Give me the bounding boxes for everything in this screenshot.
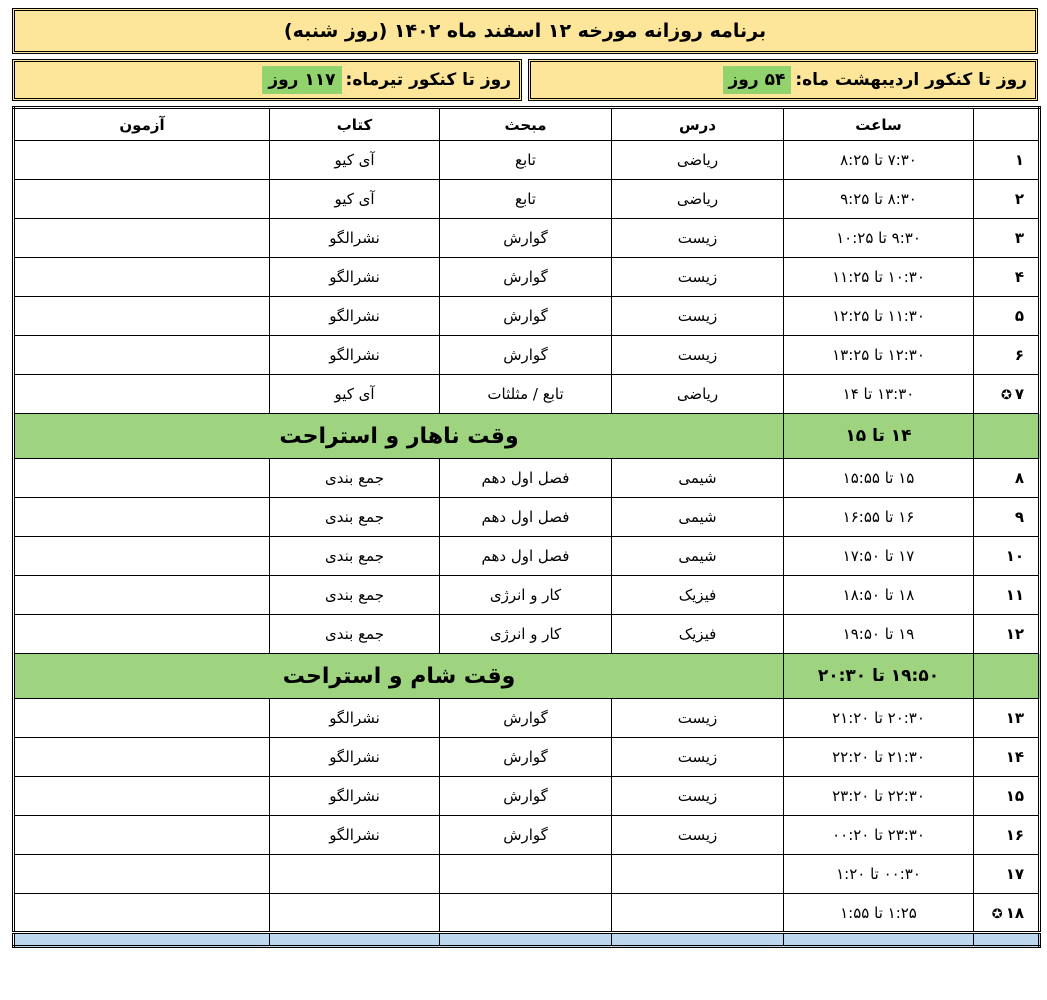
row-book: جمع بندی: [270, 576, 440, 615]
break-time: ۱۹:۵۰ تا ۲۰:۳۰: [784, 654, 974, 699]
row-time: ۱۵ تا ۱۵:۵۵: [784, 459, 974, 498]
row-subject: ریاضی: [612, 375, 784, 414]
row-subject: زیست: [612, 816, 784, 855]
row-subject: شیمی: [612, 537, 784, 576]
row-book: نشرالگو: [270, 219, 440, 258]
row-number: ۴: [1014, 268, 1024, 286]
row-exam: [14, 219, 270, 258]
row-time: ۱۱:۳۰ تا ۱۲:۲۵: [784, 297, 974, 336]
row-exam: [14, 894, 270, 933]
row-exam: [14, 375, 270, 414]
row-subject: [612, 855, 784, 894]
table-row: [14, 738, 1040, 777]
row-subject: زیست: [612, 219, 784, 258]
row-time: ۱۰:۳۰ تا ۱۱:۲۵: [784, 258, 974, 297]
footer-cell: [440, 933, 612, 947]
row-time: ۰۰:۳۰ تا ۱:۲۰: [784, 855, 974, 894]
countdown-ordibehesht: [528, 59, 1038, 101]
row-index: [974, 777, 1040, 816]
table-row: [14, 459, 1040, 498]
row-topic: کار و انرژی: [440, 615, 612, 654]
row-number: ۱۰: [1005, 547, 1024, 565]
row-time: ۹:۳۰ تا ۱۰:۲۵: [784, 219, 974, 258]
row-index: [974, 576, 1040, 615]
header-topic: مبحث: [440, 108, 612, 141]
header-time: ساعت: [784, 108, 974, 141]
row-book: جمع بندی: [270, 459, 440, 498]
row-subject: فیزیک: [612, 615, 784, 654]
row-index: [974, 498, 1040, 537]
row-number: ۱۳: [1005, 709, 1024, 727]
row-index: [974, 297, 1040, 336]
star-icon: ✪: [1000, 388, 1012, 403]
row-time: ۱۲:۳۰ تا ۱۳:۲۵: [784, 336, 974, 375]
row-book: [270, 855, 440, 894]
row-index: [974, 699, 1040, 738]
table-header-row: [14, 108, 1040, 141]
row-exam: [14, 855, 270, 894]
row-index: [974, 537, 1040, 576]
row-topic: تابع: [440, 180, 612, 219]
row-book: آی کیو: [270, 180, 440, 219]
table-row: [14, 537, 1040, 576]
row-subject: زیست: [612, 738, 784, 777]
row-number: ۱۵: [1005, 787, 1024, 805]
row-book: [270, 894, 440, 933]
row-subject: زیست: [612, 777, 784, 816]
row-time: ۱۳:۳۰ تا ۱۴: [784, 375, 974, 414]
row-subject: زیست: [612, 699, 784, 738]
page-title: برنامه روزانه مورخه ۱۲ اسفند ماه ۱۴۰۲ (روز شنبه): [12, 8, 1038, 54]
table-row: [14, 777, 1040, 816]
table-row: [14, 141, 1040, 180]
header-exam: آزمون: [14, 108, 270, 141]
schedule-table: [12, 106, 1041, 948]
row-subject: ریاضی: [612, 141, 784, 180]
table-row: [14, 816, 1040, 855]
row-book: جمع بندی: [270, 537, 440, 576]
row-exam: [14, 336, 270, 375]
table-row: [14, 855, 1040, 894]
header-index: [974, 108, 1040, 141]
row-index: [974, 816, 1040, 855]
row-exam: [14, 498, 270, 537]
row-subject: [612, 894, 784, 933]
row-topic: [440, 894, 612, 933]
footer-cell: [784, 933, 974, 947]
row-book: نشرالگو: [270, 297, 440, 336]
row-subject: شیمی: [612, 459, 784, 498]
row-time: ۱۸ تا ۱۸:۵۰: [784, 576, 974, 615]
row-subject: زیست: [612, 336, 784, 375]
countdown-value: ۵۴ روز: [723, 66, 792, 94]
countdown-label: روز تا کنکور اردیبهشت ماه:: [795, 70, 1027, 90]
row-time: ۲۱:۳۰ تا ۲۲:۲۰: [784, 738, 974, 777]
row-subject: ریاضی: [612, 180, 784, 219]
row-topic: گوارش: [440, 297, 612, 336]
row-exam: [14, 738, 270, 777]
row-number: ۱۴: [1005, 748, 1024, 766]
row-topic: فصل اول دهم: [440, 537, 612, 576]
row-exam: [14, 258, 270, 297]
header-book: کتاب: [270, 108, 440, 141]
break-row: [14, 654, 1040, 699]
table-row: [14, 336, 1040, 375]
row-index: [974, 258, 1040, 297]
row-number: ۱۷: [1005, 865, 1024, 883]
countdown-value: ۱۱۷ روز: [262, 66, 341, 94]
row-topic: کار و انرژی: [440, 576, 612, 615]
row-time: ۲۰:۳۰ تا ۲۱:۲۰: [784, 699, 974, 738]
row-number: ۱۸: [1005, 903, 1024, 922]
countdown-row: [12, 59, 1038, 101]
countdown-tir: [12, 59, 522, 101]
row-subject: شیمی: [612, 498, 784, 537]
break-label: وقت ناهار و استراحت: [14, 414, 784, 459]
table-row: [14, 894, 1040, 933]
row-number: ۱۲: [1005, 625, 1024, 643]
row-topic: [440, 855, 612, 894]
row-book: نشرالگو: [270, 816, 440, 855]
table-row: [14, 615, 1040, 654]
row-number: ۷: [1014, 385, 1024, 403]
table-row: [14, 375, 1040, 414]
row-topic: گوارش: [440, 219, 612, 258]
row-index: [974, 141, 1040, 180]
row-book: نشرالگو: [270, 336, 440, 375]
table-row: [14, 297, 1040, 336]
row-book: جمع بندی: [270, 615, 440, 654]
footer-band: [14, 933, 1040, 947]
row-number: ۸: [1014, 469, 1024, 487]
footer-cell: [612, 933, 784, 947]
row-exam: [14, 777, 270, 816]
row-time: ۸:۳۰ تا ۹:۲۵: [784, 180, 974, 219]
schedule-sheet: [12, 8, 1038, 948]
row-topic: تابع / مثلثات: [440, 375, 612, 414]
row-topic: گوارش: [440, 738, 612, 777]
row-book: نشرالگو: [270, 738, 440, 777]
row-time: ۱۷ تا ۱۷:۵۰: [784, 537, 974, 576]
row-subject: زیست: [612, 297, 784, 336]
row-number: ۳: [1014, 229, 1024, 247]
schedule-body: [14, 141, 1040, 947]
row-subject: فیزیک: [612, 576, 784, 615]
table-row: [14, 219, 1040, 258]
row-time: ۲۳:۳۰ تا ۰۰:۲۰: [784, 816, 974, 855]
row-exam: [14, 297, 270, 336]
row-index: [974, 615, 1040, 654]
table-row: [14, 258, 1040, 297]
header-subject: درس: [612, 108, 784, 141]
star-icon: ✪: [991, 906, 1003, 922]
countdown-label: روز تا کنکور تیرماه:: [345, 70, 511, 90]
row-exam: [14, 537, 270, 576]
row-book: آی کیو: [270, 141, 440, 180]
row-exam: [14, 816, 270, 855]
footer-cell: [14, 933, 270, 947]
row-book: نشرالگو: [270, 699, 440, 738]
break-index-cell: [974, 654, 1040, 699]
row-index: [974, 180, 1040, 219]
row-time: ۱:۲۵ تا ۱:۵۵: [784, 894, 974, 933]
row-index: [974, 894, 1040, 933]
row-book: آی کیو: [270, 375, 440, 414]
row-exam: [14, 576, 270, 615]
row-time: ۱۶ تا ۱۶:۵۵: [784, 498, 974, 537]
row-time: ۷:۳۰ تا ۸:۲۵: [784, 141, 974, 180]
footer-cell: [974, 933, 1040, 947]
row-number: ۲: [1014, 190, 1024, 208]
table-row: [14, 576, 1040, 615]
row-exam: [14, 141, 270, 180]
row-topic: فصل اول دهم: [440, 498, 612, 537]
row-subject: زیست: [612, 258, 784, 297]
row-exam: [14, 615, 270, 654]
row-topic: گوارش: [440, 777, 612, 816]
row-number: ۹: [1014, 508, 1024, 526]
row-index: [974, 459, 1040, 498]
row-number: ۱۶: [1005, 826, 1024, 844]
row-exam: [14, 180, 270, 219]
row-index: [974, 219, 1040, 258]
break-label: وقت شام و استراحت: [14, 654, 784, 699]
row-number: ۱: [1014, 151, 1024, 169]
row-index: [974, 855, 1040, 894]
row-number: ۶: [1014, 346, 1024, 364]
row-topic: تابع: [440, 141, 612, 180]
row-time: ۱۹ تا ۱۹:۵۰: [784, 615, 974, 654]
row-topic: گوارش: [440, 336, 612, 375]
row-number: ۵: [1014, 307, 1024, 325]
table-row: [14, 180, 1040, 219]
row-book: نشرالگو: [270, 777, 440, 816]
row-index: [974, 738, 1040, 777]
break-time: ۱۴ تا ۱۵: [784, 414, 974, 459]
row-exam: [14, 459, 270, 498]
row-topic: گوارش: [440, 258, 612, 297]
footer-cell: [270, 933, 440, 947]
row-exam: [14, 699, 270, 738]
table-row: [14, 699, 1040, 738]
row-number: ۱۱: [1005, 586, 1024, 604]
break-row: [14, 414, 1040, 459]
row-book: جمع بندی: [270, 498, 440, 537]
row-book: نشرالگو: [270, 258, 440, 297]
row-index: [974, 336, 1040, 375]
row-time: ۲۲:۳۰ تا ۲۳:۲۰: [784, 777, 974, 816]
row-index: [974, 375, 1040, 414]
row-topic: گوارش: [440, 816, 612, 855]
row-topic: گوارش: [440, 699, 612, 738]
table-row: [14, 498, 1040, 537]
row-topic: فصل اول دهم: [440, 459, 612, 498]
break-index-cell: [974, 414, 1040, 459]
